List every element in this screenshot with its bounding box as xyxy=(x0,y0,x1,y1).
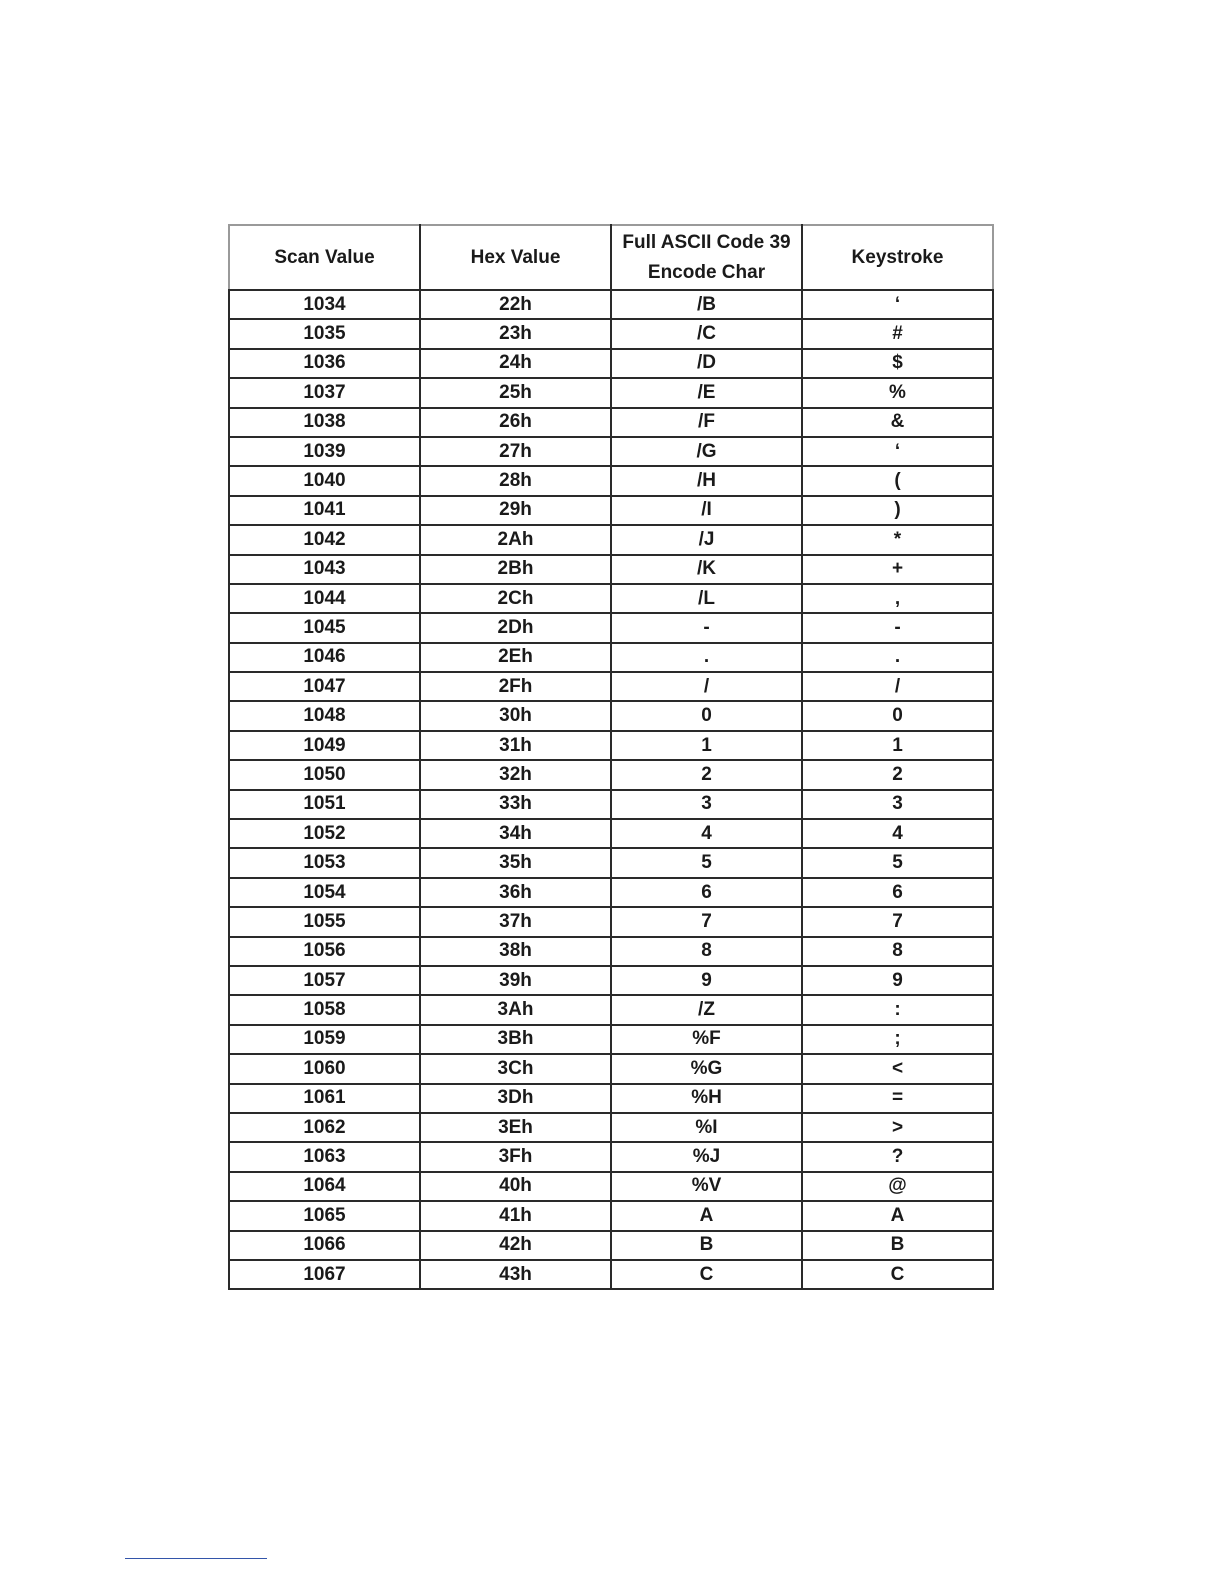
cell-keystroke: ; xyxy=(802,1025,993,1054)
table-header xyxy=(229,225,993,290)
cell-hex-value: 28h xyxy=(420,466,611,495)
cell-encode-char: - xyxy=(611,613,802,642)
cell-hex-value: 30h xyxy=(420,701,611,730)
cell-encode-char: %G xyxy=(611,1054,802,1083)
cell-scan-value: 1038 xyxy=(229,408,420,437)
cell-scan-value: 1035 xyxy=(229,319,420,348)
cell-keystroke: % xyxy=(802,378,993,407)
cell-encode-char: 6 xyxy=(611,878,802,907)
cell-scan-value: 1059 xyxy=(229,1025,420,1054)
cell-keystroke: * xyxy=(802,525,993,554)
table-row xyxy=(229,496,993,525)
table-row xyxy=(229,819,993,848)
table-row xyxy=(229,966,993,995)
cell-encode-char: %I xyxy=(611,1113,802,1142)
table-row xyxy=(229,584,993,613)
header-encode-char xyxy=(611,225,802,290)
cell-hex-value: 24h xyxy=(420,349,611,378)
cell-scan-value: 1036 xyxy=(229,349,420,378)
cell-scan-value: 1050 xyxy=(229,760,420,789)
cell-keystroke: 9 xyxy=(802,966,993,995)
cell-encode-char: /Z xyxy=(611,995,802,1024)
cell-encode-char: 1 xyxy=(611,731,802,760)
cell-scan-value: 1058 xyxy=(229,995,420,1024)
cell-keystroke: 6 xyxy=(802,878,993,907)
cell-encode-char: /I xyxy=(611,496,802,525)
cell-scan-value: 1061 xyxy=(229,1084,420,1113)
cell-scan-value: 1043 xyxy=(229,555,420,584)
table-row xyxy=(229,466,993,495)
header-row xyxy=(229,225,993,290)
cell-hex-value: 32h xyxy=(420,760,611,789)
cell-keystroke: 4 xyxy=(802,819,993,848)
cell-scan-value: 1039 xyxy=(229,437,420,466)
table-row xyxy=(229,1084,993,1113)
cell-hex-value: 22h xyxy=(420,290,611,319)
header-encode-char-line2: Encode Char xyxy=(647,261,766,283)
cell-hex-value: 41h xyxy=(420,1201,611,1230)
cell-encode-char: /H xyxy=(611,466,802,495)
cell-encode-char: 5 xyxy=(611,848,802,877)
cell-keystroke: 5 xyxy=(802,848,993,877)
cell-hex-value: 23h xyxy=(420,319,611,348)
cell-encode-char: /D xyxy=(611,349,802,378)
cell-scan-value: 1037 xyxy=(229,378,420,407)
table-row xyxy=(229,408,993,437)
cell-scan-value: 1042 xyxy=(229,525,420,554)
cell-keystroke: C xyxy=(802,1260,993,1289)
cell-hex-value: 39h xyxy=(420,966,611,995)
table-row xyxy=(229,672,993,701)
cell-keystroke: = xyxy=(802,1084,993,1113)
cell-encode-char: %F xyxy=(611,1025,802,1054)
cell-encode-char: 9 xyxy=(611,966,802,995)
cell-keystroke: , xyxy=(802,584,993,613)
cell-hex-value: 3Eh xyxy=(420,1113,611,1142)
cell-scan-value: 1041 xyxy=(229,496,420,525)
cell-keystroke: + xyxy=(802,555,993,584)
cell-hex-value: 42h xyxy=(420,1231,611,1260)
cell-hex-value: 40h xyxy=(420,1172,611,1201)
table-row xyxy=(229,1142,993,1171)
cell-encode-char: A xyxy=(611,1201,802,1230)
table-row xyxy=(229,555,993,584)
cell-scan-value: 1063 xyxy=(229,1142,420,1171)
cell-hex-value: 2Ch xyxy=(420,584,611,613)
cell-keystroke: ‘ xyxy=(802,290,993,319)
cell-keystroke: $ xyxy=(802,349,993,378)
cell-encode-char: %V xyxy=(611,1172,802,1201)
cell-keystroke: A xyxy=(802,1201,993,1230)
table-row xyxy=(229,1260,993,1289)
cell-encode-char: 8 xyxy=(611,937,802,966)
cell-keystroke: : xyxy=(802,995,993,1024)
cell-keystroke: ‘ xyxy=(802,437,993,466)
cell-scan-value: 1060 xyxy=(229,1054,420,1083)
table-row xyxy=(229,937,993,966)
cell-hex-value: 27h xyxy=(420,437,611,466)
table-row xyxy=(229,1025,993,1054)
cell-hex-value: 29h xyxy=(420,496,611,525)
cell-keystroke: 3 xyxy=(802,790,993,819)
cell-encode-char: /C xyxy=(611,319,802,348)
cell-hex-value: 3Fh xyxy=(420,1142,611,1171)
cell-scan-value: 1044 xyxy=(229,584,420,613)
table-row xyxy=(229,1054,993,1083)
cell-encode-char: 3 xyxy=(611,790,802,819)
table-row xyxy=(229,525,993,554)
cell-hex-value: 3Ah xyxy=(420,995,611,1024)
table-row xyxy=(229,701,993,730)
cell-encode-char: /L xyxy=(611,584,802,613)
table-row xyxy=(229,290,993,319)
cell-hex-value: 38h xyxy=(420,937,611,966)
cell-encode-char: %J xyxy=(611,1142,802,1171)
cell-scan-value: 1045 xyxy=(229,613,420,642)
table-row xyxy=(229,907,993,936)
table-row xyxy=(229,349,993,378)
cell-hex-value: 33h xyxy=(420,790,611,819)
cell-hex-value: 26h xyxy=(420,408,611,437)
scan-code-table xyxy=(228,224,994,1290)
cell-scan-value: 1052 xyxy=(229,819,420,848)
cell-hex-value: 2Fh xyxy=(420,672,611,701)
cell-keystroke: < xyxy=(802,1054,993,1083)
cell-keystroke: - xyxy=(802,613,993,642)
cell-scan-value: 1046 xyxy=(229,643,420,672)
table-row xyxy=(229,437,993,466)
table-row xyxy=(229,319,993,348)
cell-keystroke: @ xyxy=(802,1172,993,1201)
cell-hex-value: 25h xyxy=(420,378,611,407)
cell-scan-value: 1034 xyxy=(229,290,420,319)
table-row xyxy=(229,731,993,760)
cell-encode-char: B xyxy=(611,1231,802,1260)
cell-scan-value: 1064 xyxy=(229,1172,420,1201)
cell-encode-char: C xyxy=(611,1260,802,1289)
cell-keystroke: 2 xyxy=(802,760,993,789)
cell-keystroke: 8 xyxy=(802,937,993,966)
cell-hex-value: 2Bh xyxy=(420,555,611,584)
cell-scan-value: 1066 xyxy=(229,1231,420,1260)
cell-hex-value: 36h xyxy=(420,878,611,907)
cell-scan-value: 1054 xyxy=(229,878,420,907)
table-row xyxy=(229,790,993,819)
cell-encode-char: 4 xyxy=(611,819,802,848)
cell-hex-value: 3Bh xyxy=(420,1025,611,1054)
table-row xyxy=(229,1201,993,1230)
cell-hex-value: 34h xyxy=(420,819,611,848)
cell-scan-value: 1056 xyxy=(229,937,420,966)
header-hex-value: Hex Value xyxy=(420,225,611,290)
table-row xyxy=(229,848,993,877)
cell-scan-value: 1057 xyxy=(229,966,420,995)
cell-scan-value: 1062 xyxy=(229,1113,420,1142)
cell-keystroke: # xyxy=(802,319,993,348)
cell-hex-value: 2Eh xyxy=(420,643,611,672)
cell-encode-char: /F xyxy=(611,408,802,437)
header-scan-value: Scan Value xyxy=(229,225,420,290)
table-row xyxy=(229,643,993,672)
table-row xyxy=(229,1231,993,1260)
cell-keystroke: B xyxy=(802,1231,993,1260)
cell-keystroke: > xyxy=(802,1113,993,1142)
cell-scan-value: 1065 xyxy=(229,1201,420,1230)
cell-encode-char: /E xyxy=(611,378,802,407)
table-row xyxy=(229,995,993,1024)
cell-encode-char: %H xyxy=(611,1084,802,1113)
cell-keystroke: ) xyxy=(802,496,993,525)
cell-encode-char: 7 xyxy=(611,907,802,936)
cell-hex-value: 2Ah xyxy=(420,525,611,554)
table-row xyxy=(229,1113,993,1142)
cell-encode-char: /G xyxy=(611,437,802,466)
cell-keystroke: ( xyxy=(802,466,993,495)
cell-hex-value: 37h xyxy=(420,907,611,936)
cell-keystroke: 1 xyxy=(802,731,993,760)
cell-keystroke: ? xyxy=(802,1142,993,1171)
cell-hex-value: 31h xyxy=(420,731,611,760)
cell-keystroke: & xyxy=(802,408,993,437)
cell-scan-value: 1067 xyxy=(229,1260,420,1289)
cell-hex-value: 43h xyxy=(420,1260,611,1289)
cell-hex-value: 3Dh xyxy=(420,1084,611,1113)
cell-hex-value: 3Ch xyxy=(420,1054,611,1083)
cell-encode-char: 0 xyxy=(611,701,802,730)
header-keystroke: Keystroke xyxy=(802,225,993,290)
cell-encode-char: /B xyxy=(611,290,802,319)
table-row xyxy=(229,613,993,642)
table-row xyxy=(229,760,993,789)
cell-encode-char: 2 xyxy=(611,760,802,789)
cell-encode-char: / xyxy=(611,672,802,701)
table-row xyxy=(229,1172,993,1201)
cell-keystroke: 7 xyxy=(802,907,993,936)
table-body xyxy=(229,290,993,1289)
cell-encode-char: /J xyxy=(611,525,802,554)
header-encode-char-line1: Full ASCII Code 39 xyxy=(622,231,791,253)
cell-scan-value: 1048 xyxy=(229,701,420,730)
cell-keystroke: . xyxy=(802,643,993,672)
cell-keystroke: / xyxy=(802,672,993,701)
cell-encode-char: . xyxy=(611,643,802,672)
cell-scan-value: 1051 xyxy=(229,790,420,819)
cell-scan-value: 1049 xyxy=(229,731,420,760)
cell-hex-value: 2Dh xyxy=(420,613,611,642)
cell-scan-value: 1053 xyxy=(229,848,420,877)
footnote-separator xyxy=(125,1558,267,1559)
cell-keystroke: 0 xyxy=(802,701,993,730)
table-row xyxy=(229,878,993,907)
table-row xyxy=(229,378,993,407)
cell-scan-value: 1047 xyxy=(229,672,420,701)
cell-encode-char: /K xyxy=(611,555,802,584)
cell-scan-value: 1055 xyxy=(229,907,420,936)
cell-scan-value: 1040 xyxy=(229,466,420,495)
cell-hex-value: 35h xyxy=(420,848,611,877)
